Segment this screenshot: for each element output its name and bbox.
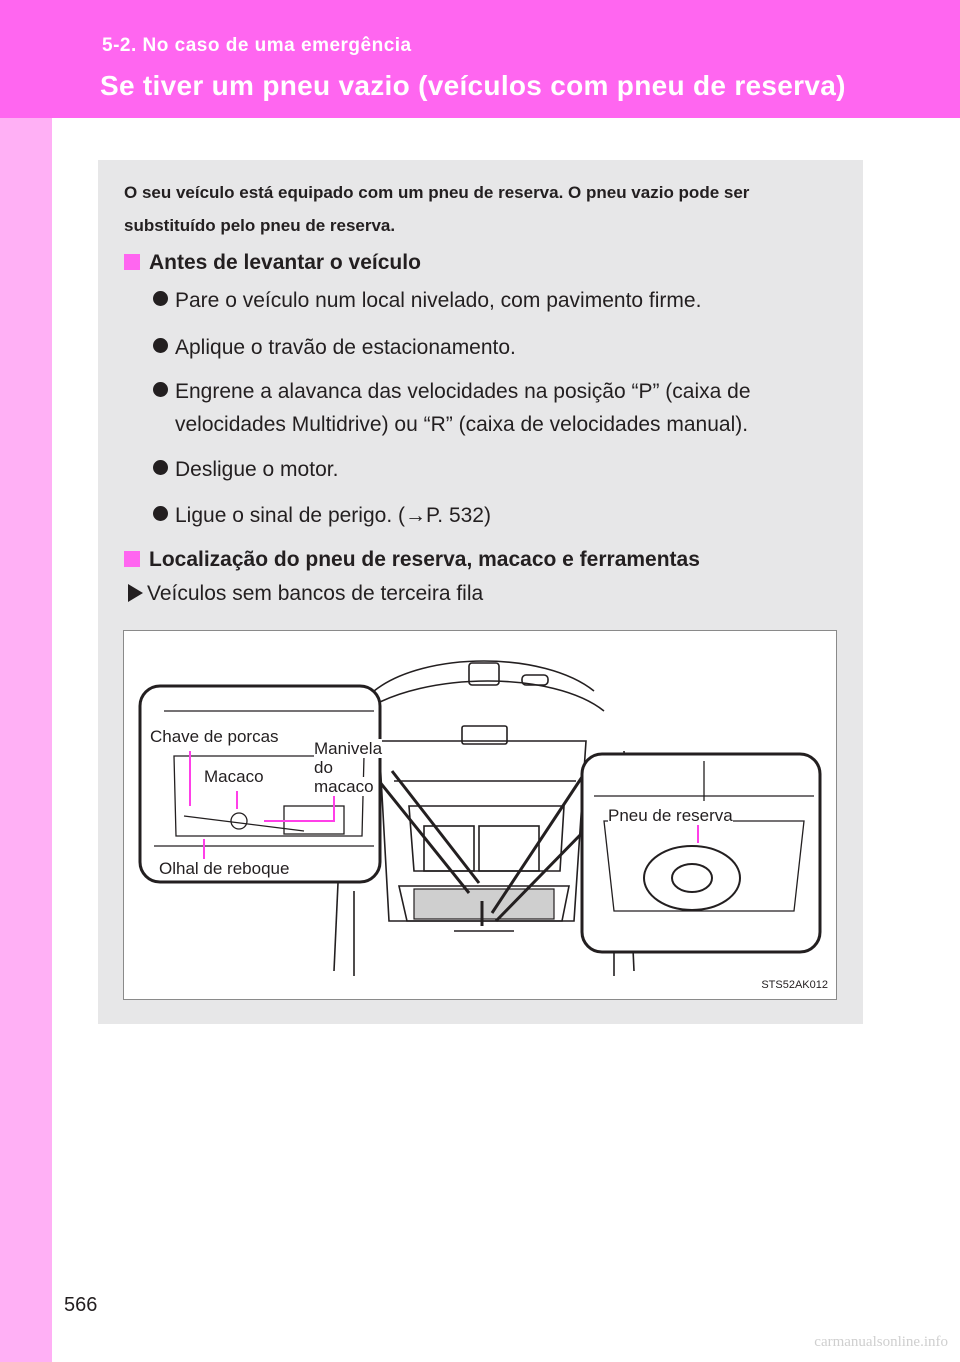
bullet-dot-icon xyxy=(153,291,168,306)
bullet-dot-icon xyxy=(153,338,168,353)
list-item: Ligue o sinal de perigo. (→P. 532) xyxy=(153,499,853,532)
side-color-strip xyxy=(0,0,52,1362)
page-header xyxy=(0,0,960,118)
subheading-before-lifting xyxy=(124,251,421,275)
list-item: Desligue o motor. xyxy=(153,453,853,486)
label-towing-eye: Olhal de reboque xyxy=(159,859,290,878)
label-spare-tire: Pneu de reserva xyxy=(608,806,733,825)
triangle-arrow-icon xyxy=(128,584,143,602)
label-nut-wrench: Chave de porcas xyxy=(150,727,279,746)
watermark: carmanualsonline.info xyxy=(814,1334,948,1350)
subheading-text: Localização do pneu de reserva, macaco e ferramentas xyxy=(149,548,700,571)
vehicle-variant-line: Veículos sem bancos de terceira fila xyxy=(128,582,483,606)
square-bullet-icon xyxy=(124,551,140,567)
intro-text: O seu veículo está equipado com um pneu de reserva. O pneu vazio pode ser substituído pelo pneu de reserva. xyxy=(124,183,750,235)
list-item: Engrene a alavanca das velocidades na posição “P” (caixa de velocidades Multidrive) ou “R” (caixa de velocidades manual). xyxy=(153,375,853,441)
subheading-spare-location xyxy=(124,548,700,572)
list-item: Aplique o travão de estacionamento. xyxy=(153,331,853,364)
label-jack-handle-2: do xyxy=(314,758,333,777)
list-item: Pare o veículo num local nivelado, com pavimento firme. xyxy=(153,284,853,317)
page-title: Se tiver um pneu vazio (veículos com pneu de reserva) xyxy=(100,70,846,101)
bullet-dot-icon xyxy=(153,460,168,475)
bullet-dot-icon xyxy=(153,506,168,521)
square-bullet-icon xyxy=(124,254,140,270)
section-label: 5-2. No caso de uma emergência xyxy=(102,35,412,56)
page-number: 566 xyxy=(64,1294,98,1316)
figure-code: STS52AK012 xyxy=(761,979,828,991)
label-jack: Macaco xyxy=(204,767,264,786)
label-jack-handle-1: Manivela xyxy=(314,739,383,758)
bullet-dot-icon xyxy=(153,382,168,397)
trunk-illustration xyxy=(123,630,837,1000)
label-jack-handle-3: macaco xyxy=(314,777,374,796)
subheading-text: Antes de levantar o veículo xyxy=(149,251,421,274)
